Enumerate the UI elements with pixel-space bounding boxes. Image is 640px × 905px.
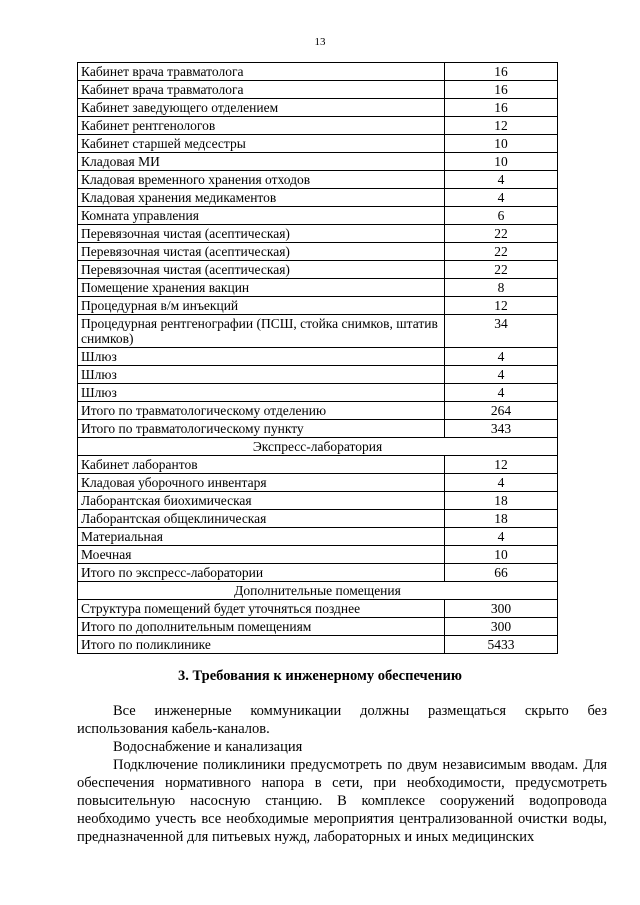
table-row (78, 225, 558, 243)
room-area-cell: 34 (445, 315, 558, 348)
table-row (78, 99, 558, 117)
paragraph-water-supply: Подключение поликлиники предусмотреть по двум независимым вводам. Для обеспечения нормативного напора в сети, при необходимости, предусмотреть повысительную насосную станцию. В комплексе сооружений водопровода необходимо учесть все необходимые мероприятия централизованной очистки воды, предназначенной для питьевых нужд, лабораторных и иных медицинских (77, 757, 607, 845)
room-area-cell: 300 (445, 600, 558, 618)
room-name-cell: Кабинет лаборантов (78, 456, 445, 474)
room-name-cell: Лаборантская общеклиническая (78, 510, 445, 528)
table-row (78, 384, 558, 402)
section-title: Экспресс-лаборатория (78, 438, 558, 456)
room-name-cell: Кладовая уборочного инвентаря (78, 474, 445, 492)
table-section-row (78, 582, 558, 600)
room-area-cell: 343 (445, 420, 558, 438)
paragraph-communications: Все инженерные коммуникации должны размещаться скрыто без использования кабель-каналов. (77, 703, 607, 737)
room-area-cell: 22 (445, 261, 558, 279)
room-name-cell: Шлюз (78, 384, 445, 402)
room-area-cell: 264 (445, 402, 558, 420)
room-name-cell: Кабинет старшей медсестры (78, 135, 445, 153)
room-area-cell: 4 (445, 171, 558, 189)
room-name-cell: Структура помещений будет уточняться позднее (78, 600, 445, 618)
room-name-cell: Перевязочная чистая (асептическая) (78, 225, 445, 243)
page-number: 13 (314, 36, 326, 48)
room-area-cell: 4 (445, 384, 558, 402)
room-name-cell: Процедурная в/м инъекций (78, 297, 445, 315)
room-area-cell: 10 (445, 153, 558, 171)
table-row (78, 600, 558, 618)
table-row (78, 366, 558, 384)
table-row (78, 243, 558, 261)
room-name-cell: Моечная (78, 546, 445, 564)
room-area-cell: 22 (445, 225, 558, 243)
room-area-cell: 22 (445, 243, 558, 261)
section-heading: 3. Требования к инженерному обеспечению (178, 668, 462, 684)
section-title: Дополнительные помещения (78, 582, 558, 600)
table-row (78, 402, 558, 420)
room-name-cell: Итого по экспресс-лаборатории (78, 564, 445, 582)
room-area-cell: 8 (445, 279, 558, 297)
room-area-cell: 5433 (445, 636, 558, 654)
room-name-cell: Материальная (78, 528, 445, 546)
paragraph-subheading-water: Водоснабжение и канализация (113, 739, 303, 755)
table-row (78, 510, 558, 528)
room-area-cell: 4 (445, 474, 558, 492)
room-name-cell: Комната управления (78, 207, 445, 225)
table-row (78, 636, 558, 654)
table-row (78, 153, 558, 171)
body-text (77, 702, 607, 846)
table-row (78, 81, 558, 99)
room-name-cell: Итого по дополнительным помещениям (78, 618, 445, 636)
table-row (78, 207, 558, 225)
room-area-cell: 66 (445, 564, 558, 582)
room-name-cell: Кладовая МИ (78, 153, 445, 171)
room-name-cell: Кладовая хранения медикаментов (78, 189, 445, 207)
room-name-cell: Кладовая временного хранения отходов (78, 171, 445, 189)
table-row (78, 315, 558, 348)
table-row (78, 474, 558, 492)
room-name-cell: Итого по травматологическому отделению (78, 402, 445, 420)
table-row (78, 348, 558, 366)
table-row (78, 117, 558, 135)
room-name-cell: Шлюз (78, 348, 445, 366)
table-row (78, 279, 558, 297)
room-area-cell: 12 (445, 297, 558, 315)
room-area-cell: 16 (445, 81, 558, 99)
room-area-cell: 4 (445, 366, 558, 384)
room-name-cell: Кабинет заведующего отделением (78, 99, 445, 117)
room-area-cell: 12 (445, 456, 558, 474)
table-row (78, 261, 558, 279)
room-area-cell: 18 (445, 510, 558, 528)
room-area-cell: 6 (445, 207, 558, 225)
table-row (78, 492, 558, 510)
table-row (78, 456, 558, 474)
room-name-cell: Кабинет рентгенологов (78, 117, 445, 135)
table-row (78, 528, 558, 546)
room-name-cell: Итого по травматологическому пункту (78, 420, 445, 438)
room-name-cell: Процедурная рентгенографии (ПСШ, стойка снимков, штатив снимков) (78, 315, 445, 348)
room-area-cell: 4 (445, 348, 558, 366)
room-name-cell: Помещение хранения вакцин (78, 279, 445, 297)
room-name-cell: Итого по поликлинике (78, 636, 445, 654)
room-area-cell: 12 (445, 117, 558, 135)
room-area-cell: 16 (445, 99, 558, 117)
room-area-cell: 18 (445, 492, 558, 510)
room-name-cell: Перевязочная чистая (асептическая) (78, 243, 445, 261)
room-name-cell: Кабинет врача травматолога (78, 81, 445, 99)
room-area-cell: 300 (445, 618, 558, 636)
room-area-cell: 4 (445, 528, 558, 546)
table-row (78, 63, 558, 81)
table-row (78, 171, 558, 189)
room-name-cell: Перевязочная чистая (асептическая) (78, 261, 445, 279)
table-row (78, 189, 558, 207)
rooms-table (77, 62, 558, 654)
rooms-table-body (78, 63, 558, 654)
table-row (78, 297, 558, 315)
room-area-cell: 16 (445, 63, 558, 81)
room-area-cell: 10 (445, 135, 558, 153)
table-section-row (78, 438, 558, 456)
room-name-cell: Лаборантская биохимическая (78, 492, 445, 510)
room-name-cell: Кабинет врача травматолога (78, 63, 445, 81)
room-area-cell: 4 (445, 189, 558, 207)
table-row (78, 618, 558, 636)
table-row (78, 546, 558, 564)
room-name-cell: Шлюз (78, 366, 445, 384)
table-row (78, 420, 558, 438)
room-area-cell: 10 (445, 546, 558, 564)
table-row (78, 564, 558, 582)
table-row (78, 135, 558, 153)
